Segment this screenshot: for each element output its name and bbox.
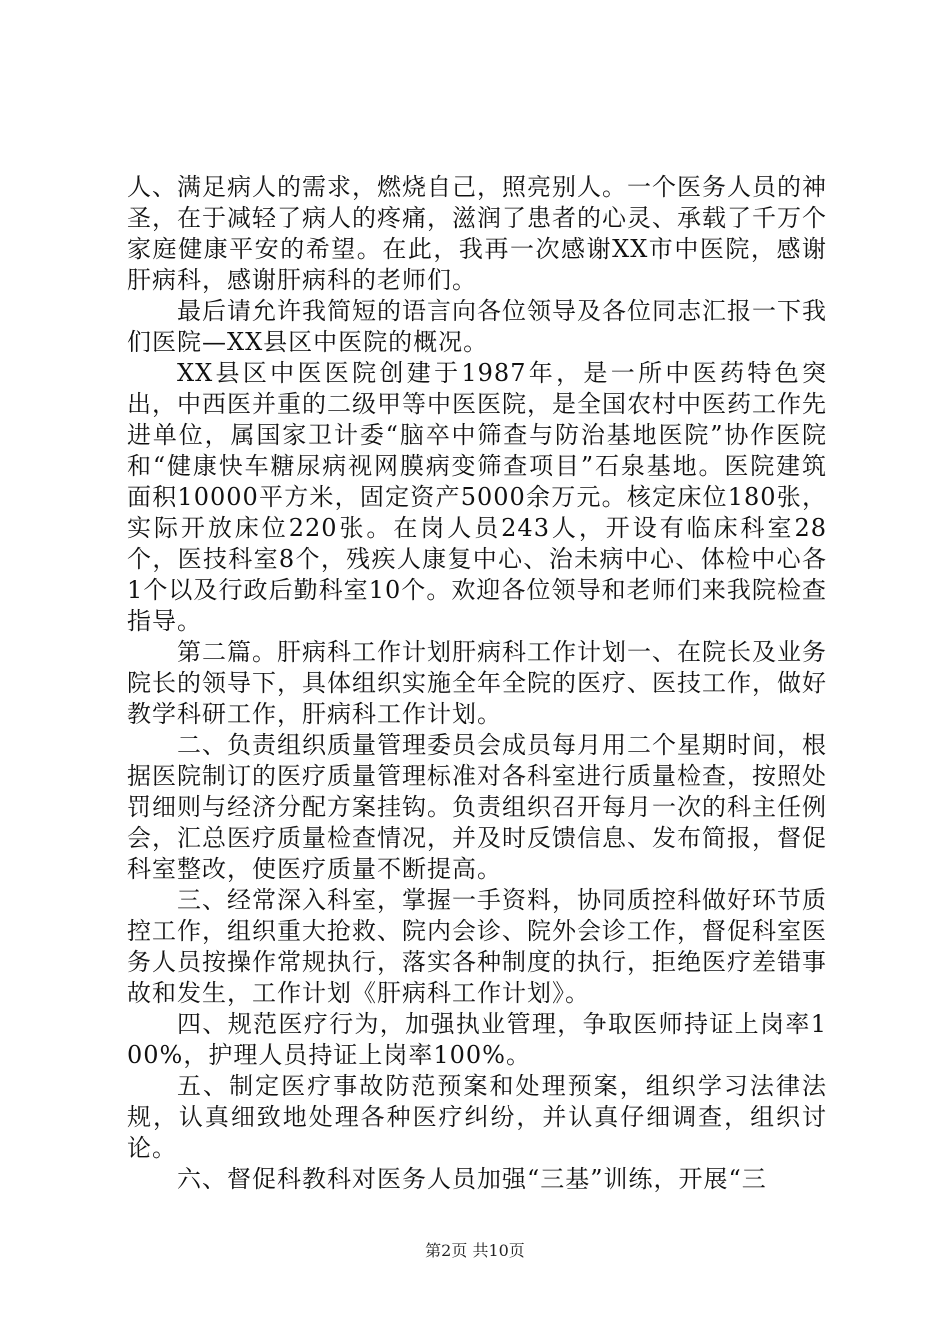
- paragraph-7: 四、规范医疗行为，加强执业管理，争取医师持证上岗率100%，护理人员持证上岗率100%。: [127, 1010, 827, 1069]
- paragraph-6: 三、经常深入科室，掌握一手资料，协同质控科做好环节质控工作，组织重大抢救、院内会诊、院外会诊工作，督促科室医务人员按操作常规执行，落实各种制度的执行，拒绝医疗差错事故和发生，工作计划《肝病科工作计划》。: [127, 886, 827, 1007]
- paragraph-3: XX县区中医医院创建于1987年，是一所中医药特色突出，中西医并重的二级甲等中医医院，是全国农村中医药工作先进单位，属国家卫计委“脑卒中筛查与防治基地医院”协作医院和“健康快车糖尿病视网膜病变筛查项目”石泉基地。医院建筑面积10000平方米，固定资产5000余万元。核定床位180张，实际开放床位220张。在岗人员243人，开设有临床科室28个，医技科室8个，残疾人康复中心、治未病中心、体检中心各1个以及行政后勤科室10个。欢迎各位领导和老师们来我院检查指导。: [127, 359, 827, 635]
- paragraph-1: 人、满足病人的需求，燃烧自己，照亮别人。一个医务人员的神圣，在于减轻了病人的疼痛，滋润了患者的心灵、承载了千万个家庭健康平安的希望。在此，我再一次感谢XX市中医院，感谢肝病科，感谢肝病科的老师们。: [127, 173, 827, 294]
- paragraph-9: 六、督促科教科对医务人员加强“三基”训练，开展“三: [177, 1165, 767, 1193]
- paragraph-2: 最后请允许我简短的语言向各位领导及各位同志汇报一下我们医院—XX县区中医院的概况。: [127, 297, 827, 356]
- paragraph-5: 二、负责组织质量管理委员会成员每月用二个星期时间，根据医院制订的医疗质量管理标准对各科室进行质量检查，按照处罚细则与经济分配方案挂钩。负责组织召开每月一次的科主任例会，汇总医疗质量检查情况，并及时反馈信息、发布简报，督促科室整改，使医疗质量不断提高。: [127, 731, 827, 883]
- paragraph-4: 第二篇。肝病科工作计划肝病科工作计划一、在院长及业务院长的领导下，具体组织实施全年全院的医疗、医技工作，做好教学科研工作，肝病科工作计划。: [127, 638, 827, 728]
- document-body: [127, 172, 827, 1195]
- paragraph-8: 五、制定医疗事故防范预案和处理预案，组织学习法律法规，认真细致地处理各种医疗纠纷，并认真仔细调查，组织讨论。: [127, 1072, 827, 1162]
- page-footer: 第2页 共10页: [425, 1241, 525, 1260]
